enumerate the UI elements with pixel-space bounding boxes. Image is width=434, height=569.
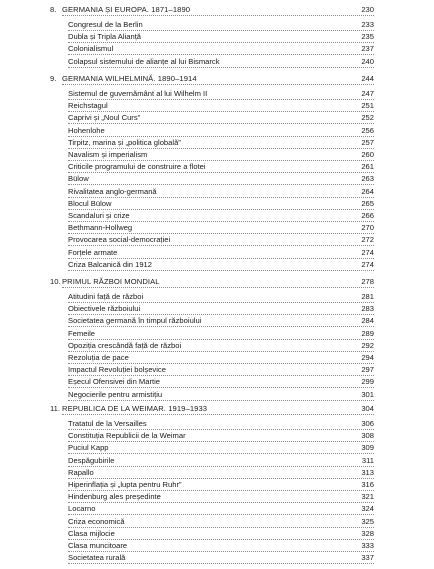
page-number: 256 [361, 125, 374, 135]
entry-title: Clasa muncitoare [68, 541, 128, 550]
page-number: 274 [361, 247, 374, 257]
entry-title: Eșecul Ofensivei din Martie [68, 377, 161, 387]
toc-entry[interactable] [0, 430, 434, 442]
toc-entry[interactable] [0, 303, 434, 315]
toc-entry[interactable] [0, 259, 434, 271]
page-number: 281 [361, 292, 374, 301]
entry-title: Criticile programului de construire a flotei [68, 162, 206, 172]
entry-title: Criza Balcanică din 1912 [68, 259, 153, 269]
page-number: 333 [361, 541, 374, 550]
entry-title: Hohenlohe [68, 125, 105, 135]
chapter-number: 10. [50, 277, 61, 286]
dotted-rule [62, 15, 374, 16]
page-number: 272 [361, 235, 374, 245]
toc-entry[interactable] [0, 418, 434, 430]
page-number: 244 [361, 74, 374, 83]
toc-entry[interactable] [0, 479, 434, 491]
entry-title: Locarno [68, 504, 96, 514]
entry-title: Femeile [68, 328, 96, 338]
dotted-rule [62, 414, 374, 415]
toc-entry[interactable] [0, 210, 434, 222]
entry-title: Bethmann-Hollweg [68, 223, 133, 233]
page-number: 278 [361, 277, 374, 286]
dotted-rule [68, 563, 374, 564]
entry-title: Congresul de la Berlin [68, 20, 143, 29]
toc-entry[interactable] [0, 376, 434, 388]
entry-title: Impactul Revoluției bolșevice [68, 365, 166, 375]
entry-title: Negocierile pentru armistițiu [68, 389, 163, 399]
page-number: 284 [361, 316, 374, 326]
dotted-rule [62, 287, 374, 288]
entry-title: Navalism și imperialism [68, 150, 148, 159]
page-number: 321 [361, 492, 374, 502]
toc-entry[interactable] [0, 491, 434, 503]
entry-title: Rapallo [68, 467, 94, 477]
toc-entry[interactable] [0, 186, 434, 198]
page-number: 313 [361, 467, 374, 477]
toc-entry[interactable] [0, 315, 434, 327]
entry-title: Constituția Republicii de la Weimar [68, 431, 186, 441]
toc-entry[interactable] [0, 100, 434, 112]
page-number: 294 [361, 353, 374, 362]
toc-entry[interactable] [0, 137, 434, 149]
toc-entry[interactable] [0, 198, 434, 210]
chapter-number: 11. [50, 404, 60, 413]
dotted-rule [68, 270, 374, 271]
entry-title: Obiectivele războiului [68, 304, 141, 314]
toc-entry[interactable] [0, 112, 434, 124]
entry-title: Blocul Bülow [68, 198, 112, 208]
entry-title: Rivalitatea anglo-germană [68, 186, 157, 196]
entry-title: Provocarea social-democrației [68, 235, 171, 245]
toc-entry[interactable] [0, 340, 434, 352]
toc-entry[interactable] [0, 234, 434, 246]
entry-title: Hiperinflația și „lupta pentru Ruhr” [68, 480, 182, 489]
page-number: 237 [361, 44, 374, 54]
page-number: 337 [361, 553, 374, 563]
entry-title: Clasa mijlocie [68, 528, 115, 538]
page-number: 261 [361, 162, 374, 172]
toc-entry[interactable] [0, 43, 434, 55]
page-number: 240 [361, 56, 374, 66]
entry-title: Colapsul sistemului de alianțe al lui Bismarck [68, 56, 220, 66]
entry-title: Dubla și Tripla Alianță [68, 32, 142, 42]
toc-entry[interactable] [0, 503, 434, 515]
toc-entry[interactable] [0, 88, 434, 100]
entry-title: Scandaluri și crize [68, 211, 130, 220]
toc-entry[interactable] [0, 173, 434, 185]
page-number: 299 [361, 377, 374, 387]
page-number: 289 [361, 328, 374, 338]
toc-entry[interactable] [0, 442, 434, 454]
page-number: 304 [361, 404, 374, 413]
dotted-rule [68, 400, 374, 401]
toc-entry[interactable] [0, 389, 434, 401]
page-number: 283 [361, 304, 374, 314]
page-number: 252 [361, 113, 374, 123]
page-number: 292 [361, 340, 374, 350]
toc-entry[interactable] [0, 516, 434, 528]
toc-entry[interactable] [0, 19, 434, 31]
toc-entry[interactable] [0, 352, 434, 364]
page-number: 251 [361, 101, 374, 111]
page-number: 266 [361, 211, 374, 220]
chapter-heading[interactable] [0, 73, 434, 85]
page-number: 270 [361, 223, 374, 233]
chapter-number: 8. [50, 5, 57, 14]
toc-entry[interactable] [0, 222, 434, 234]
toc-entry[interactable] [0, 455, 434, 467]
entry-title: Bülow [68, 174, 89, 184]
entry-title: Hindenburg ales președinte [68, 492, 161, 502]
entry-title: Sistemul de guvernământ al lui Wilhelm II [68, 89, 208, 98]
page-number: 235 [361, 32, 374, 42]
page-number: 308 [361, 431, 374, 441]
entry-title: Atitudini față de război [68, 292, 144, 301]
toc-entry[interactable] [0, 328, 434, 340]
entry-title: Reichstagul [68, 101, 108, 111]
page-number: 301 [361, 389, 374, 399]
chapter-title: PRIMUL RĂZBOI MONDIAL [62, 277, 160, 286]
chapter-heading[interactable] [0, 276, 434, 288]
chapter-title: GERMANIA WILHELMINĂ. 1890–1914 [62, 74, 197, 83]
chapter-number: 9. [50, 74, 57, 83]
toc-entry[interactable] [0, 31, 434, 43]
toc-entry[interactable] [0, 161, 434, 173]
dotted-rule [62, 84, 374, 85]
page-number: 230 [361, 5, 374, 14]
chapter-title: REPUBLICA DE LA WEIMAR. 1919–1933 [62, 404, 208, 413]
chapter-heading[interactable] [0, 4, 434, 16]
entry-title: Societatea germană în timpul războiului [68, 316, 202, 326]
dotted-rule [68, 67, 374, 68]
entry-title: Rezoluția de pace [68, 353, 129, 362]
toc-entry[interactable] [0, 247, 434, 259]
page-number: 263 [361, 174, 374, 184]
toc-entry[interactable] [0, 528, 434, 540]
chapter-title: GERMANIA ȘI EUROPA. 1871–1890 [62, 5, 191, 14]
chapter-heading[interactable] [0, 403, 434, 415]
entry-title: Criza economică [68, 516, 125, 526]
toc-entry[interactable] [0, 540, 434, 552]
entry-title: Societatea rurală [68, 553, 126, 563]
toc-entry[interactable] [0, 467, 434, 479]
toc-entry[interactable] [0, 364, 434, 376]
toc-entry[interactable] [0, 552, 434, 564]
page-number: 260 [361, 150, 374, 159]
page-number: 311 [361, 455, 374, 465]
toc-entry[interactable] [0, 125, 434, 137]
page-number: 324 [361, 504, 374, 514]
entry-title: Tirpitz, marina și „politica globală” [68, 137, 181, 147]
page-number: 274 [361, 259, 374, 269]
page-number: 306 [361, 419, 374, 428]
page-number: 257 [361, 137, 374, 147]
entry-title: Caprivi și „Noul Curs” [68, 113, 141, 123]
page-number: 265 [361, 198, 374, 208]
page-number: 233 [361, 20, 374, 29]
entry-title: Tratatul de la Versailles [68, 419, 147, 428]
page-number: 247 [361, 89, 374, 98]
page-number: 316 [361, 480, 374, 489]
page-number: 264 [361, 186, 374, 196]
entry-title: Puciul Kapp [68, 443, 109, 453]
page-number: 328 [361, 528, 374, 538]
page-number: 325 [361, 516, 374, 526]
toc-entry[interactable] [0, 149, 434, 161]
page-number: 297 [361, 365, 374, 375]
page-number: 309 [361, 443, 374, 453]
entry-title: Opoziția crescândă față de război [68, 340, 182, 350]
entry-title: Forțele armate [68, 247, 118, 257]
toc-entry[interactable] [0, 291, 434, 303]
entry-title: Colonialismul [68, 44, 114, 54]
entry-title: Despăgubirile [68, 455, 115, 465]
toc-entry[interactable] [0, 56, 434, 68]
